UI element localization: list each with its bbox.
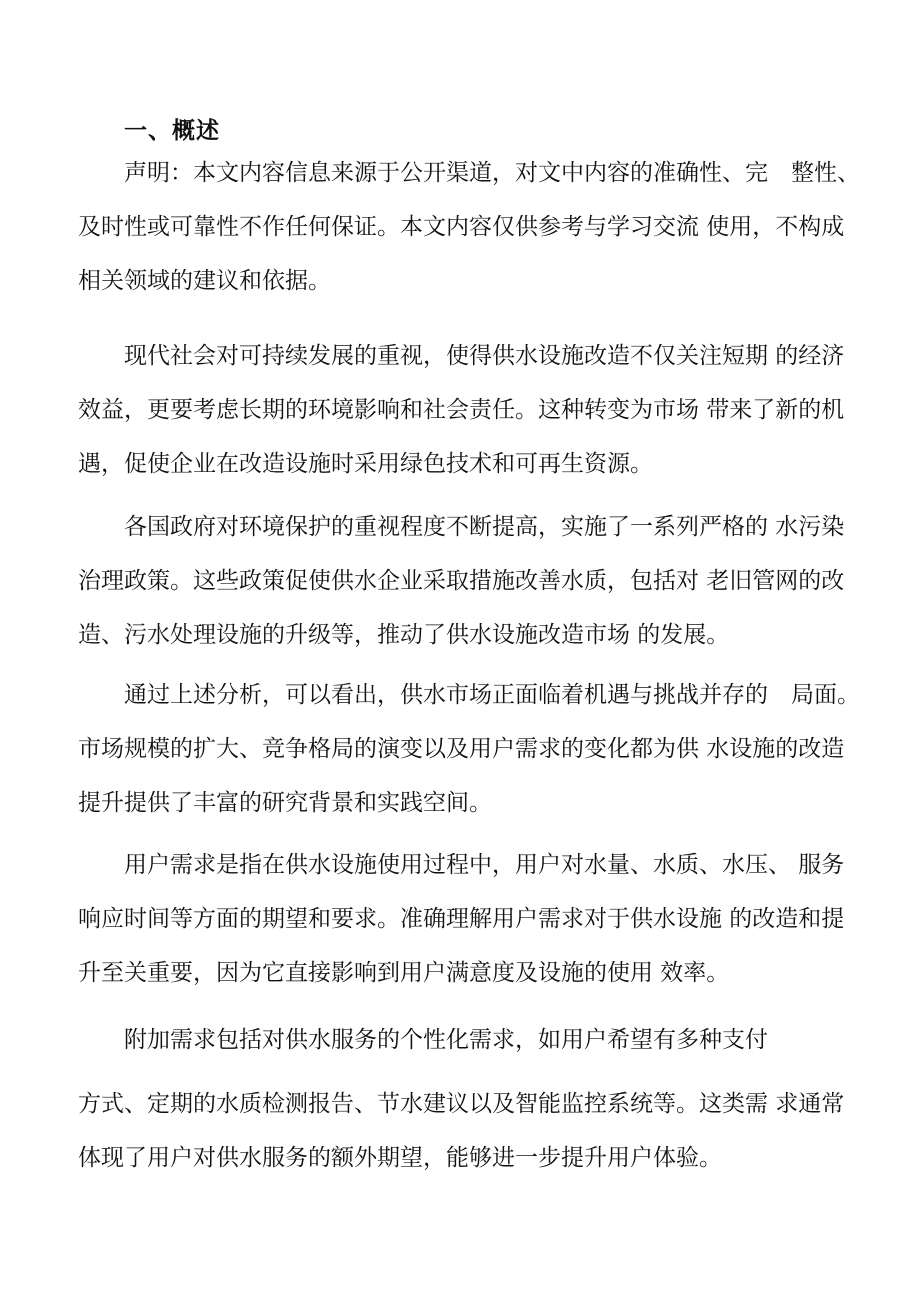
paragraph-line: 体现了用户对供水服务的额外期望，能够进一步提升用户体验。	[78, 1145, 722, 1171]
paragraph-line: 造、污水处理设施的升级等，推动了供水设施改造市场 的发展。	[78, 622, 730, 648]
paragraph-line: 遇，促使企业在改造设施时采用绿色技术和可再生资源。	[78, 451, 653, 477]
paragraph-analysis	[78, 668, 860, 830]
paragraph-line: 及时性或可靠性不作任何保证。本文内容仅供参考与学习交流 使用，不构成	[78, 214, 845, 240]
paragraph-line: 提升提供了丰富的研究背景和实践空间。	[78, 790, 492, 816]
paragraph-additional-demand	[78, 1013, 848, 1185]
section-heading: 一、概述	[124, 118, 220, 144]
paragraph-line: 响应时间等方面的期望和要求。准确理解用户需求对于供水设施 的改造和提	[78, 906, 845, 932]
paragraph-disclaimer	[78, 146, 860, 308]
paragraph-line: 声明：本文内容信息来源于公开渠道，对文中内容的准确性、完 整性、	[124, 160, 860, 186]
paragraph-line: 用户需求是指在供水设施使用过程中，用户对水量、水质、水压、 服务	[124, 852, 845, 878]
paragraph-sustainability	[78, 329, 848, 491]
paragraph-line: 现代社会对可持续发展的重视，使得供水设施改造不仅关注短期 的经济	[124, 343, 845, 369]
paragraph-line: 升至关重要，因为它直接影响到用户满意度及设施的使用 效率。	[78, 960, 730, 986]
paragraph-line: 市场规模的扩大、竞争格局的演变以及用户需求的变化都为供 水设施的改造	[78, 736, 845, 762]
paragraph-user-demand	[78, 838, 848, 1000]
paragraph-line: 相关领域的建议和依据。	[78, 268, 331, 294]
paragraph-line: 方式、定期的水质检测报告、节水建议以及智能监控系统等。这类需 求通常	[78, 1091, 845, 1117]
paragraph-line: 效益，更要考虑长期的环境影响和社会责任。这种转变为市场 带来了新的机	[78, 397, 845, 423]
paragraph-line: 附加需求包括对供水服务的个性化需求，如用户希望有多种支付	[124, 1027, 768, 1053]
paragraph-line: 各国政府对环境保护的重视程度不断提高，实施了一系列严格的 水污染	[124, 514, 845, 540]
paragraph-line: 治理政策。这些政策促使供水企业采取措施改善水质，包括对 老旧管网的改	[78, 568, 845, 594]
paragraph-policy	[78, 500, 848, 662]
paragraph-line: 通过上述分析，可以看出，供水市场正面临着机遇与挑战并存的 局面。	[124, 682, 860, 708]
